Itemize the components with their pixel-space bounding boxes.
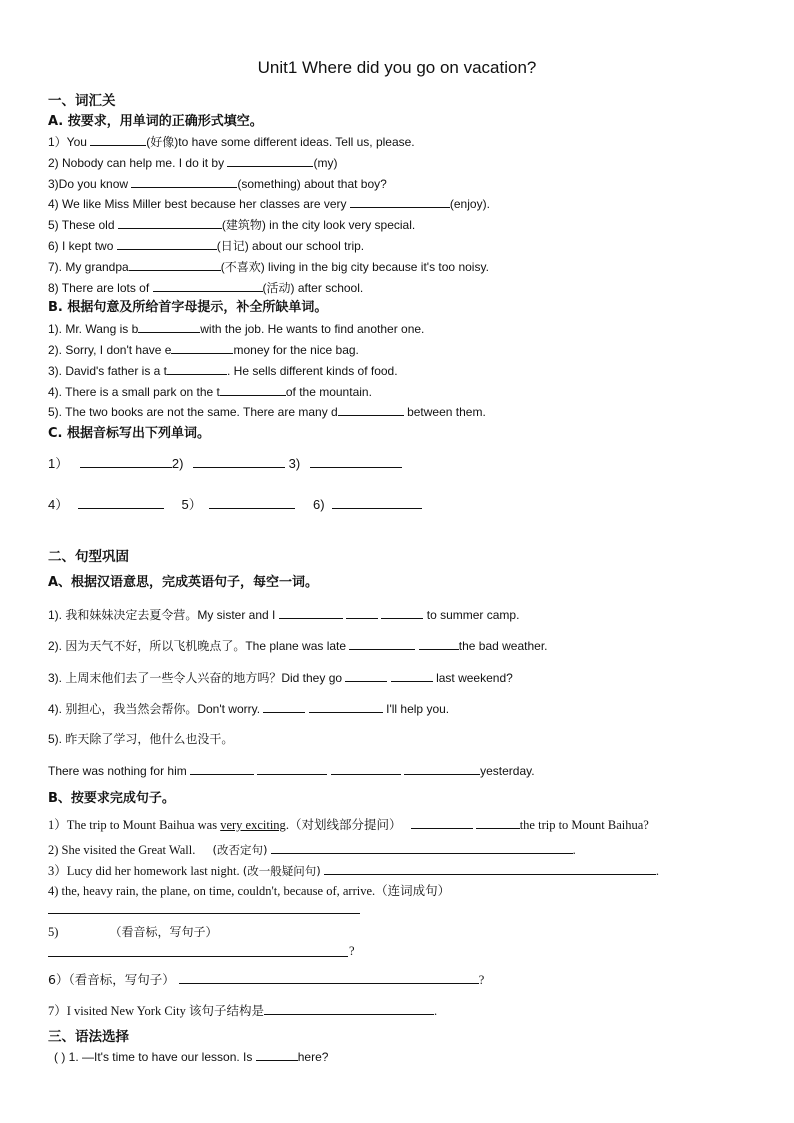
answer-blank[interactable] (118, 216, 222, 229)
answer-blank[interactable] (309, 700, 383, 713)
answer-blank[interactable] (263, 700, 305, 713)
answer-blank[interactable] (419, 637, 459, 650)
underlined-phrase: very exciting (220, 818, 286, 832)
answer-blank[interactable] (279, 606, 343, 619)
answer-blank[interactable] (129, 258, 221, 271)
sentence-a-item-1: 1). 我和妹妹决定去夏令营。My sister and I to summer camp. (48, 608, 520, 622)
vocab-b-item-5: 5). The two books are not the same. There are many d between them. (48, 405, 486, 419)
vocab-b-item-4: 4). There is a small park on the t of the mountain. (48, 385, 372, 399)
answer-blank[interactable] (257, 762, 327, 775)
sentence-a-item-5-english: There was nothing for him yesterday. (48, 764, 535, 778)
grammar-item-1: ( ) 1. —It's time to have our lesson. Is here? (54, 1050, 329, 1064)
answer-blank[interactable] (350, 195, 450, 208)
vocab-a-item-7: 7). My grandpa (不喜欢) living in the big city because it's too noisy. (48, 260, 489, 274)
phonetic-row-2: 4） 5） 6) (48, 496, 422, 513)
rewrite-item-4: 4) the, heavy rain, the plane, on time, couldn't, because of, arrive.（连词成句） (48, 884, 451, 898)
answer-blank[interactable] (345, 669, 387, 682)
sentence-a-item-4: 4). 别担心，我当然会帮你。Don't worry. I'll help you. (48, 702, 450, 716)
answer-blank[interactable] (138, 320, 200, 333)
answer-line[interactable] (264, 1002, 434, 1015)
rewrite-item-3: 3）Lucy did her homework last night. (改一般疑问句) . (48, 864, 659, 878)
rewrite-item-6: 6）（看音标，写句子） ? (48, 972, 485, 987)
vocab-a-item-3: 3)Do you know (something) about that boy? (48, 177, 387, 191)
vocab-a-item-8: 8) There are lots of (活动) after school. (48, 281, 364, 295)
answer-blank[interactable] (209, 496, 295, 509)
phonetic-row-1: 1） 2) 3) (48, 455, 402, 472)
rewrite-item-1: 1）The trip to Mount Baihua was very exciting.（对划线部分提问） the trip to Mount Baihua? (48, 818, 649, 832)
answer-line[interactable] (271, 841, 573, 854)
answer-blank[interactable] (331, 762, 401, 775)
rewrite-item-2: 2) She visited the Great Wall. (改否定句) . (48, 843, 576, 857)
answer-blank[interactable] (346, 606, 378, 619)
answer-blank[interactable] (193, 455, 285, 468)
vocab-a-item-4: 4) We like Miss Miller best because her classes are very (enjoy). (48, 197, 490, 211)
answer-blank[interactable] (338, 403, 404, 416)
sentence-a-item-5: 5). 昨天除了学习，他什么也没干。 (48, 732, 234, 746)
answer-blank[interactable] (256, 1048, 298, 1061)
answer-blank[interactable] (332, 496, 422, 509)
answer-blank[interactable] (167, 362, 227, 375)
vocab-a-item-1: 1）You (好像)to have some different ideas. Tell us, please. (48, 135, 415, 149)
answer-line[interactable] (48, 956, 348, 957)
subsection-heading-2b: B、按要求完成句子。 (48, 791, 175, 806)
vocab-b-item-3: 3). David's father is a t . He sells different kinds of food. (48, 364, 398, 378)
answer-blank[interactable] (476, 816, 520, 829)
section-heading-sentences: 二、句型巩固 (48, 549, 129, 565)
subsection-heading-2a: A、根据汉语意思，完成英语句子，每空一词。 (48, 575, 319, 590)
vocab-a-item-5: 5) These old (建筑物) in the city look very special. (48, 218, 416, 232)
rewrite-item-5: 5) （看音标，写句子） (48, 925, 218, 939)
vocab-a-item-6: 6) I kept two (日记) about our school trip. (48, 239, 365, 253)
sentence-a-item-3: 3). 上周末他们去了一些令人兴奋的地方吗？Did they go last weekend? (48, 671, 513, 685)
vocab-b-item-2: 2). Sorry, I don't have e money for the nice bag. (48, 343, 359, 357)
question-mark: ? (349, 944, 355, 958)
answer-line[interactable] (179, 971, 479, 984)
rewrite-item-7: 7）I visited New York City 该句子结构是 . (48, 1004, 438, 1018)
answer-blank[interactable] (131, 175, 237, 188)
section-heading-grammar: 三、语法选择 (48, 1029, 129, 1045)
answer-blank[interactable] (404, 762, 480, 775)
answer-blank[interactable] (117, 237, 217, 250)
vocab-b-item-1: 1). Mr. Wang is b with the job. He wants to find another one. (48, 322, 425, 336)
answer-blank[interactable] (90, 133, 146, 146)
answer-line[interactable] (48, 913, 360, 914)
answer-line[interactable] (324, 862, 656, 875)
answer-blank[interactable] (80, 455, 172, 468)
answer-blank[interactable] (391, 669, 433, 682)
answer-blank[interactable] (227, 154, 313, 167)
answer-blank[interactable] (171, 341, 233, 354)
subsection-heading-a: A. 按要求，用单词的正确形式填空。 (48, 114, 263, 129)
subsection-heading-b: B. 根据句意及所给首字母提示，补全所缺单词。 (48, 300, 328, 315)
subsection-heading-c: C. 根据音标写出下列单词。 (48, 426, 211, 441)
answer-blank[interactable] (153, 279, 263, 292)
section-heading-vocabulary: 一、词汇关 (48, 93, 116, 109)
answer-blank[interactable] (190, 762, 254, 775)
answer-blank[interactable] (310, 455, 402, 468)
page-title: Unit1 Where did you go on vacation? (257, 58, 537, 77)
answer-blank[interactable] (220, 383, 286, 396)
answer-blank[interactable] (349, 637, 415, 650)
answer-blank[interactable] (411, 816, 473, 829)
vocab-a-item-2: 2) Nobody can help me. I do it by (my) (48, 156, 338, 170)
sentence-a-item-2: 2). 因为天气不好，所以飞机晚点了。The plane was late the bad weather. (48, 639, 548, 653)
answer-blank[interactable] (78, 496, 164, 509)
answer-blank[interactable] (381, 606, 423, 619)
